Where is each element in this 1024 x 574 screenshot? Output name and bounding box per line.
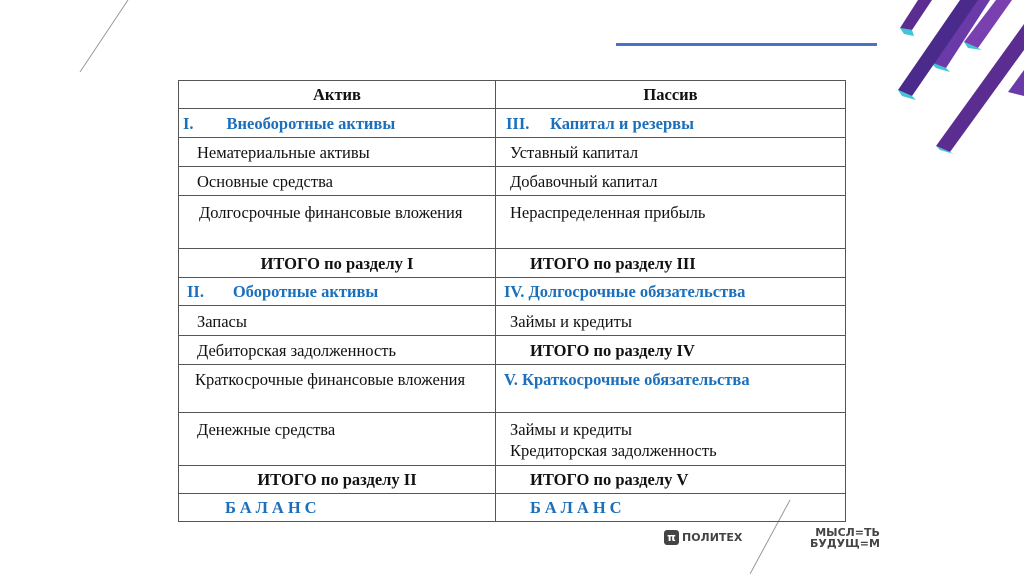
cell: Займы и кредиты: [496, 306, 846, 336]
table-row: [179, 494, 846, 522]
purple-stripes-decoration: [898, 0, 1024, 154]
cell: Денежные средства: [179, 413, 496, 466]
slogan-logo: [810, 527, 880, 549]
section-1-heading: I. Внеоборотные активы: [179, 109, 496, 138]
table-row: [179, 167, 846, 196]
table-row: [179, 196, 846, 249]
slogan-line-1: МЫСЛ=ТЬ: [815, 526, 880, 539]
section-2-heading: II. Оборотные активы: [179, 278, 496, 306]
cell: Добавочный капитал: [496, 167, 846, 196]
total-section-4: ИТОГО по разделу IV: [496, 336, 846, 365]
table-row: [179, 365, 846, 413]
diagonal-line: [80, 0, 128, 72]
politeh-logo: [664, 530, 742, 545]
table-row: [179, 249, 846, 278]
table-row: [179, 109, 846, 138]
cell: Уставный капитал: [496, 138, 846, 167]
cell: Нераспределенная прибыль: [496, 196, 846, 249]
section-4-heading: IV. Долгосрочные обязательства: [496, 278, 846, 306]
header-liabilities: Пассив: [496, 81, 846, 109]
title-underline: [616, 43, 877, 46]
table-row: [179, 413, 846, 466]
table-row: [179, 306, 846, 336]
section-3-heading: III. Капитал и резервы: [496, 109, 846, 138]
slogan-line-2: БУДУЩ=М: [810, 537, 880, 550]
table-header-row: [179, 81, 846, 109]
total-section-3: ИТОГО по разделу III: [496, 249, 846, 278]
balance-left: БАЛАНС: [179, 494, 496, 522]
total-section-1: ИТОГО по разделу I: [179, 249, 496, 278]
cell: Нематериальные активы: [179, 138, 496, 167]
pi-logo-icon: π: [664, 530, 679, 545]
cell-line: Кредиторская задолженность: [510, 441, 717, 460]
total-section-5: ИТОГО по разделу V: [496, 466, 846, 494]
cell: [496, 413, 846, 466]
cell: Краткосрочные финансовые вложения: [179, 365, 496, 413]
section-5-heading: V. Краткосрочные обязательства: [496, 365, 846, 413]
header-assets: Актив: [179, 81, 496, 109]
total-section-2: ИТОГО по разделу II: [179, 466, 496, 494]
cell: Основные средства: [179, 167, 496, 196]
balance-right: БАЛАНС: [496, 494, 846, 522]
table-row: [179, 278, 846, 306]
cell-line: Займы и кредиты: [510, 420, 632, 439]
table-row: [179, 336, 846, 365]
table-row: [179, 466, 846, 494]
cell: Дебиторская задолженность: [179, 336, 496, 365]
table-row: [179, 138, 846, 167]
politeh-logo-text: ПОЛИТЕХ: [682, 531, 743, 544]
cell: Долгосрочные финансовые вложения: [179, 196, 496, 249]
balance-sheet-table: [178, 80, 846, 522]
cell: Запасы: [179, 306, 496, 336]
